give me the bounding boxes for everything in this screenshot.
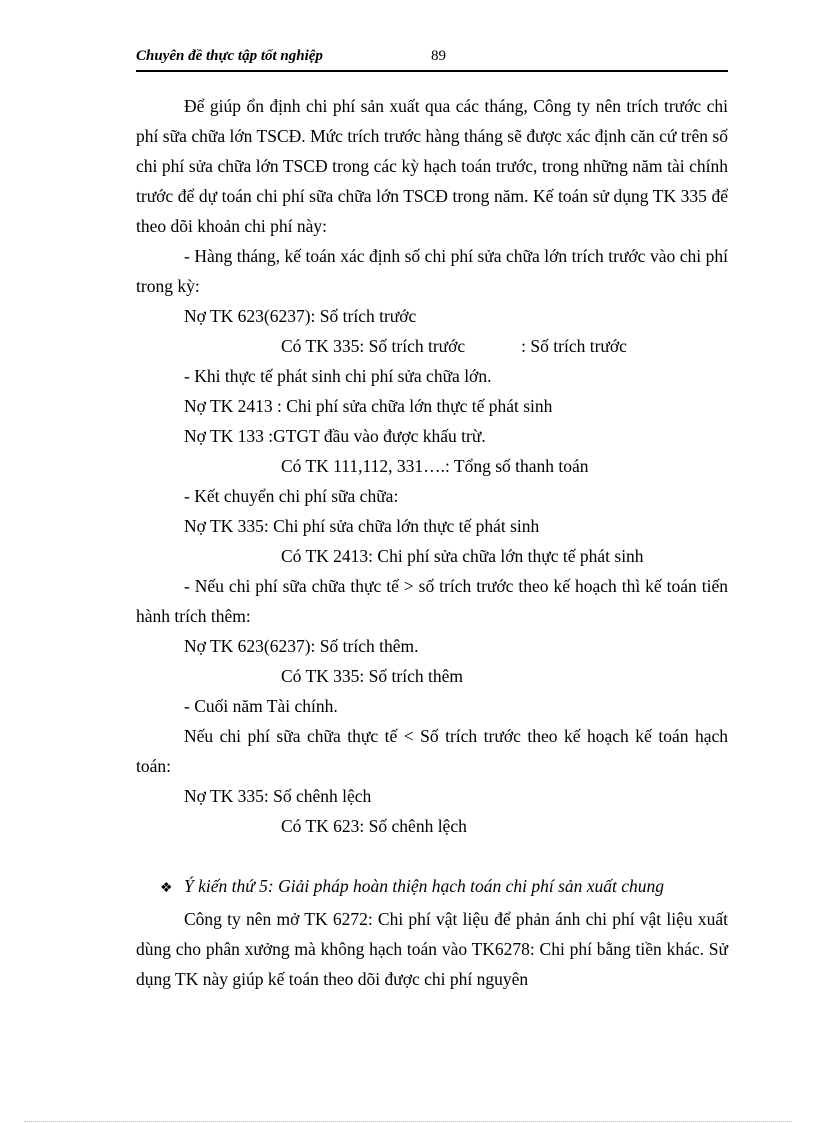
document-body bbox=[136, 91, 728, 994]
paragraph-extra-accrual: - Nếu chi phí sữa chữa thực tế > số trích trước theo kế hoạch thì kế toán tiến hành trích thêm: bbox=[136, 576, 728, 626]
entry-debit-335-diff: Nợ TK 335: Số chênh lệch bbox=[184, 786, 372, 806]
page-number: 89 bbox=[431, 48, 446, 64]
entry-debit-335: Nợ TK 335: Chi phí sửa chữa lớn thực tế phát sinh bbox=[184, 516, 540, 536]
section-heading-text: Ý kiến thứ 5: Giải pháp hoàn thiện hạch toán chi phí sản xuất chung bbox=[184, 876, 665, 896]
paragraph-monthly: - Hàng tháng, kế toán xác định số chi phí sửa chữa lớn trích trước vào chi phí trong kỳ: bbox=[136, 246, 728, 296]
entry-debit-623-extra: Nợ TK 623(6237): Số trích thêm. bbox=[184, 636, 419, 656]
item-transfer: - Kết chuyển chi phí sữa chữa: bbox=[184, 486, 399, 506]
paragraph-tk6272: Công ty nên mở TK 6272: Chi phí vật liệu để phản ánh chi phí vật liệu xuất dùng cho phân xưởng mà không hạch toán vào TK6278: Chi phí bằng tiền khác. Sử dụng TK này giúp kế toán theo dõi được chi phí nguyên bbox=[136, 909, 728, 989]
diamond-bullet-icon: ❖ bbox=[160, 881, 173, 896]
paragraph-intro: Để giúp ổn định chi phí sản xuất qua các tháng, Công ty nên trích trước chi phí sữa chữa lớn TSCĐ. Mức trích trước hàng tháng sẽ được xác định căn cứ trên số chi phí sửa chữa lớn TSCĐ trong các kỳ hạch toán trước, trong những năm tài chính trước để dự toán chi phí sữa chữa lớn TSCĐ trong năm. Kế toán sử dụng TK 335 để theo dõi khoản chi phí này: bbox=[136, 96, 728, 236]
item-year-end: - Cuối năm Tài chính. bbox=[184, 696, 338, 716]
entry-credit-335 bbox=[136, 331, 728, 361]
entry-credit-623-diff: Có TK 623: Số chênh lệch bbox=[281, 816, 467, 836]
page-header bbox=[136, 48, 728, 72]
entry-credit-335-note: : Số trích trước bbox=[521, 336, 627, 356]
paragraph-year-end: Nếu chi phí sữa chữa thực tế < Số trích trước theo kế hoạch kế toán hạch toán: bbox=[136, 726, 728, 776]
document-title: Chuyên đề thực tập tốt nghiệp bbox=[136, 48, 323, 64]
entry-credit-111: Có TK 111,112, 331….: Tổng số thanh toán bbox=[281, 456, 589, 476]
entry-debit-623: Nợ TK 623(6237): Số trích trước bbox=[184, 306, 417, 326]
entry-credit-335-text: Có TK 335: Số trích trước bbox=[281, 336, 466, 356]
entry-credit-2413: Có TK 2413: Chi phí sửa chữa lớn thực tế phát sinh bbox=[281, 546, 644, 566]
entry-credit-335-extra: Có TK 335: Số trích thêm bbox=[281, 666, 463, 686]
entry-debit-2413: Nợ TK 2413 : Chi phí sửa chữa lớn thực tế phát sinh bbox=[184, 396, 553, 416]
section-heading bbox=[136, 871, 728, 904]
page-bottom-border bbox=[24, 1121, 792, 1122]
item-actual-cost: - Khi thực tế phát sinh chi phí sửa chữa lớn. bbox=[184, 366, 492, 386]
entry-debit-133: Nợ TK 133 :GTGT đầu vào được khấu trừ. bbox=[184, 426, 486, 446]
